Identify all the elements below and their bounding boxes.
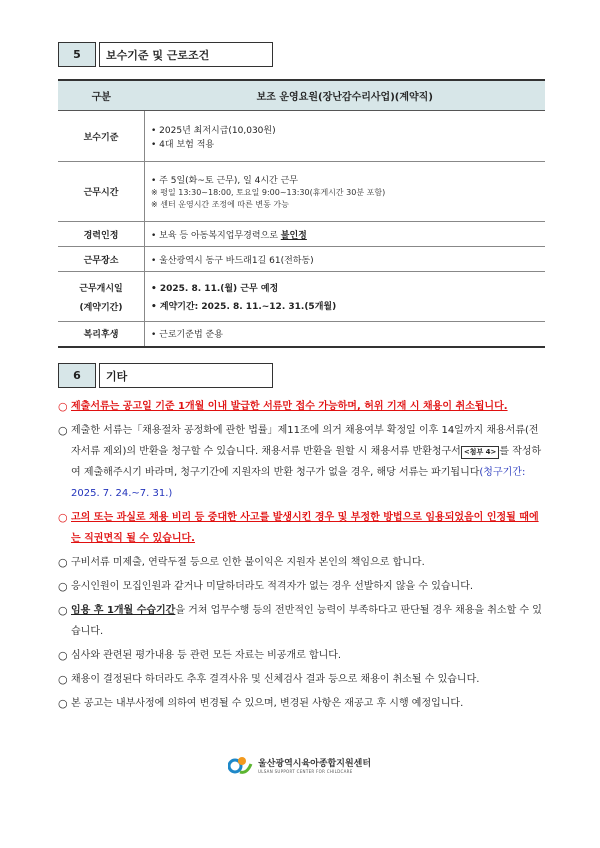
section-5-title: 보수기준 및 근로조건 (99, 42, 273, 67)
career-not-recognized: 불인정 (280, 230, 307, 241)
item-text (71, 420, 548, 504)
circle-bullet: ○ (58, 400, 68, 413)
item-text: 고의 또는 과실로 채용 비리 등 중대한 사고를 발생시킨 경우 및 부정한 방법으로 임용되었음이 인정될 때에는 직권면직 될 수 있습니다. (71, 512, 539, 544)
career-label: 경력인정 (58, 222, 145, 247)
item-text-part-2: 를 작성하여 제출해주시기 바라며, 청구기간에 지원자의 반환 청구가 없을 경우, 해당 서류는 파기됩니다 (71, 446, 542, 478)
circle-bullet: ○ (58, 511, 68, 524)
start-line-1: • 2025. 8. 11.(월) 근무 예정 (151, 284, 279, 294)
place-label: 근무장소 (58, 247, 145, 272)
org-name-korean: 울산광역시육아종합지원센터 (258, 759, 372, 769)
circle-bullet: ○ (58, 424, 68, 437)
pay-line-2: • 4대 보험 적용 (151, 139, 215, 150)
org-name-english: ULSAN SUPPORT CENTER FOR CHILDCARE (258, 769, 353, 774)
list-item (58, 645, 548, 666)
list-item (58, 576, 548, 597)
hours-value (145, 162, 546, 222)
start-value (145, 272, 546, 322)
pay-line-1: • 2025년 최저시급(10,030원) (151, 125, 276, 136)
circle-bullet: ○ (58, 556, 68, 569)
list-item (58, 396, 548, 417)
center-logo-icon (228, 754, 254, 776)
table-row (58, 322, 545, 347)
circle-bullet: ○ (58, 649, 68, 662)
start-label-1: 근무개시일 (79, 283, 123, 294)
item-text: 본 공고는 내부사정에 의하여 변경될 수 있으며, 변경된 사항은 재공고 후 시행 예정입니다. (71, 698, 464, 709)
hours-note-1: ※ 평일 13:30~18:00, 토요일 9:00~13:30(휴게시간 30분 포함) (151, 188, 386, 197)
section-5-number: 5 (58, 42, 96, 67)
start-label (58, 272, 145, 322)
pay-label: 보수기준 (58, 111, 145, 162)
table-header-category: 구분 (58, 80, 145, 111)
item-text: 제출서류는 공고일 기준 1개월 이내 발급한 서류만 접수 가능하며, 허위 기재 시 채용이 취소됩니다. (71, 401, 508, 412)
center-logo (228, 754, 371, 776)
notice-list (58, 396, 548, 717)
hours-label: 근무시간 (58, 162, 145, 222)
table-row (58, 272, 545, 322)
item-text-part-1: 제출한 서류는「채용절차 공정화에 관한 법률」제11조에 의거 채용여부 확정일 이후 14일까지 채용서류(전자서류 제외)의 반환을 청구할 수 있습니다. 채용서류 반환을 원할 시 채용서류 반환청구서 (71, 425, 539, 457)
pay-value (145, 111, 546, 162)
conditions-table (58, 79, 545, 348)
item-text: 채용이 결정된다 하더라도 추후 결격사유 및 신체검사 결과 등으로 채용이 취소될 수 있습니다. (71, 674, 480, 685)
section-6-header (58, 363, 273, 388)
circle-bullet: ○ (58, 673, 68, 686)
start-line-2: • 계약기간: 2025. 8. 11.~12. 31.(5개월) (151, 302, 337, 312)
circle-bullet: ○ (58, 580, 68, 593)
circle-bullet: ○ (58, 604, 68, 617)
hours-line-1: • 주 5일(화~토 근무), 일 4시간 근무 (151, 176, 298, 186)
section-6-title: 기타 (99, 363, 273, 388)
table-row (58, 162, 545, 222)
item-text (71, 600, 548, 642)
claim-period: (청구기간: 2025. 7. 24.~7. 31.) (71, 467, 526, 499)
item-text: 구비서류 미제출, 연락두절 등으로 인한 불이익은 지원자 본인의 책임으로 합니다. (71, 557, 425, 568)
table-row (58, 222, 545, 247)
section-6-number: 6 (58, 363, 96, 388)
item-text: 응시인원이 모집인원과 같거나 미달하더라도 적격자가 없는 경우 선발하지 않을 수 있습니다. (71, 581, 474, 592)
circle-bullet: ○ (58, 697, 68, 710)
career-prefix: • 보육 등 아동복지업무경력으로 (151, 230, 281, 241)
list-item (58, 552, 548, 573)
hours-note-2: ※ 센터 운영시간 조정에 따른 변동 가능 (151, 200, 289, 209)
career-value (145, 222, 546, 247)
attachment-tag: <첨부 4> (461, 446, 500, 459)
welfare-value: • 근로기준법 준용 (145, 322, 546, 347)
list-item (58, 420, 548, 504)
place-value: • 울산광역시 동구 바드래1길 61(전하동) (145, 247, 546, 272)
list-item (58, 507, 548, 549)
start-label-2: (계약기간) (79, 302, 123, 313)
table-header-row (58, 80, 545, 111)
table-header-position: 보조 운영요원(장난감수리사업)(계약직) (145, 80, 546, 111)
item-text-rest: 을 거쳐 업무수행 등의 전반적인 능력이 부족하다고 판단될 경우 채용을 취소할 수 있습니다. (71, 605, 542, 637)
table-row (58, 111, 545, 162)
welfare-label: 복리후생 (58, 322, 145, 347)
list-item (58, 669, 548, 690)
table-row (58, 247, 545, 272)
item-text: 심사와 관련된 평가내용 등 관련 모든 자료는 비공개로 합니다. (71, 650, 342, 661)
list-item (58, 693, 548, 714)
list-item (58, 600, 548, 642)
section-5-header (58, 42, 273, 67)
probation-text: 임용 후 1개월 수습기간 (71, 605, 176, 616)
